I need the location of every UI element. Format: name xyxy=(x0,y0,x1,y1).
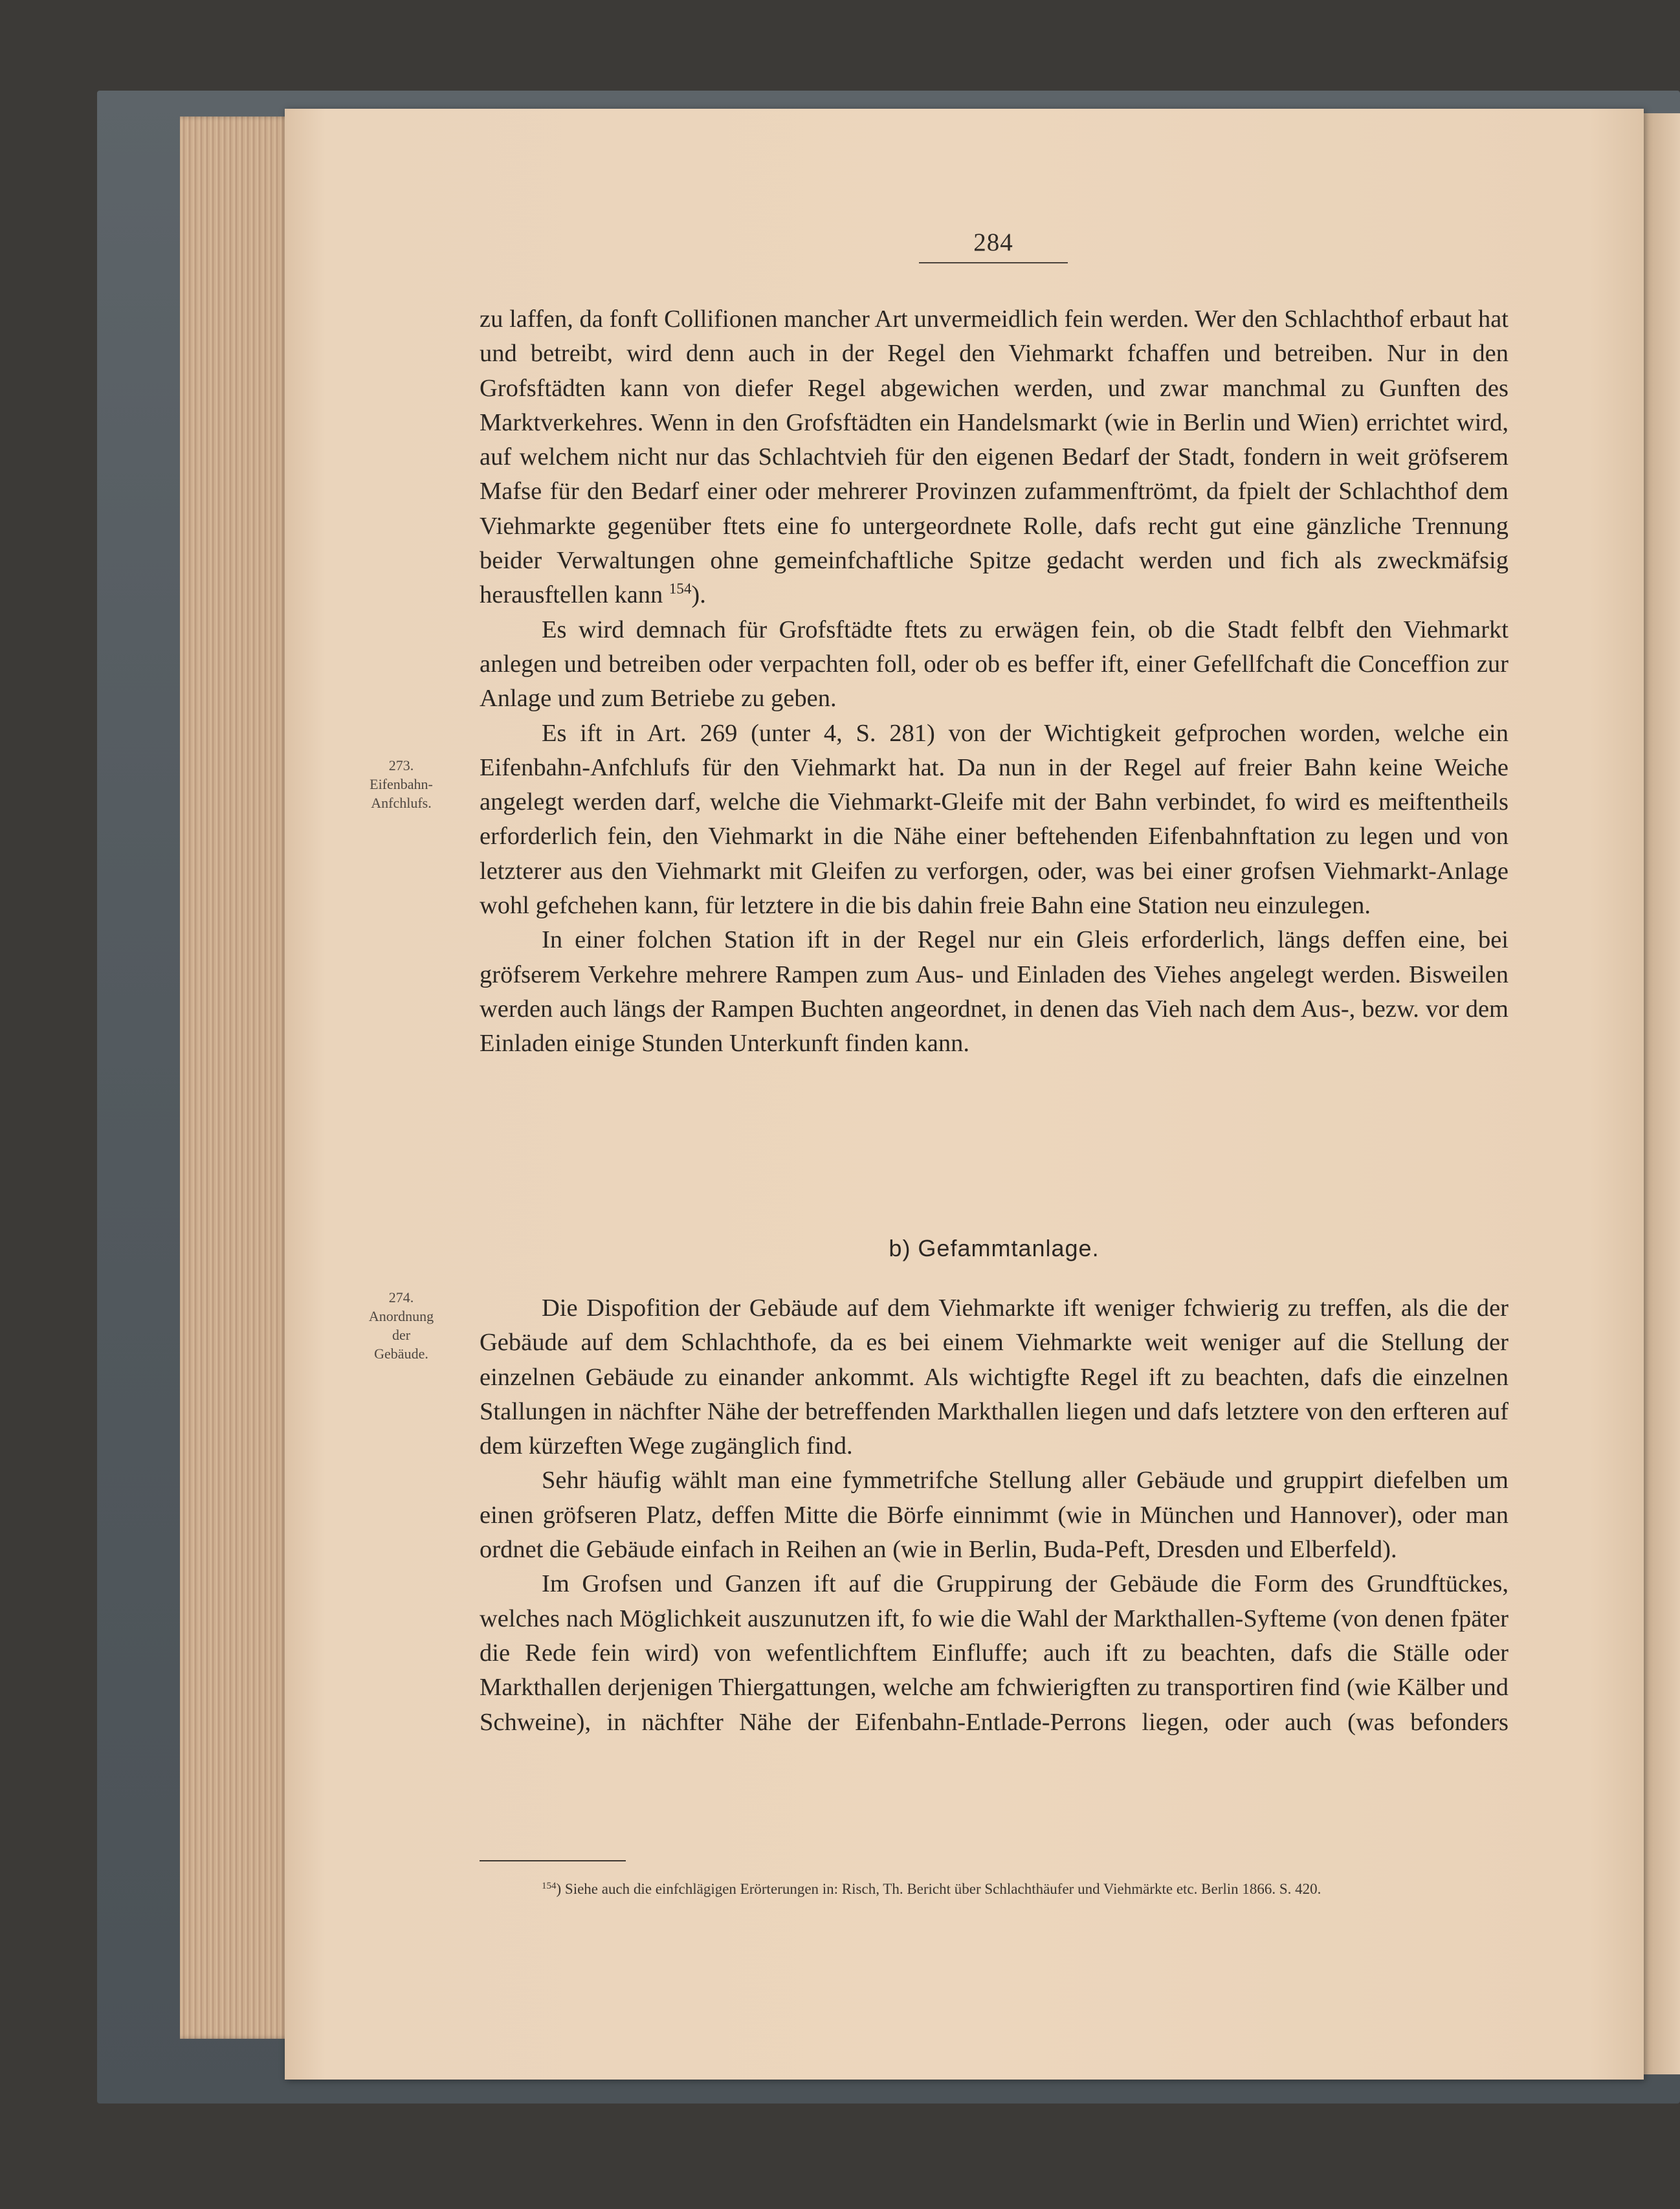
facing-page-edge xyxy=(1644,113,1680,2074)
margin-note-number: 274. xyxy=(388,1289,414,1305)
body-text-section-b xyxy=(480,1291,1509,1740)
margin-note-line: der xyxy=(392,1327,411,1343)
paragraph: In einer folchen Station ift in der Regel nur ein Gleis erforderlich, längs deffen eine, bei gröfserem Verkehre mehrere Rampen zum Aus- und Einladen des Viehes angelegt werden. Bisweilen werden auch längs der Rampen Buchten angeordnet, in denen das Vieh nach dem Aus-, bezw. vor dem Einladen einige Stunden Unterkunft finden kann. xyxy=(480,926,1509,1058)
paragraph: Es ift in Art. 269 (unter 4, S. 281) von der Wichtigkeit gefprochen worden, welche ein Eifenbahn-Anfchlufs für den Viehmarkt hat. Da nun in der Regel auf freier Bahn keine Weiche angelegt werden darf, welche die Viehmarkt-Gleife mit der Bahn verbindet, fo wird es meiftentheils erforderlich fein, den Viehmarkt in die Nähe einer beftehenden Eifenbahnftation zu legen und von letzterer aus den Viehmarkt mit Gleifen zu verforgen, oder, was bei einer grofsen Viehmarkt-Anlage wohl gefchehen kann, für letztere in die bis dahin freie Bahn eine Station neu einzulegen. xyxy=(480,719,1509,920)
paragraph xyxy=(480,302,1509,613)
paragraph: Es wird demnach für Grofsftädte ftets zu erwägen fein, ob die Stadt felbft den Viehmarkt anlegen und betreiben oder verpachten foll, oder ob es beffer ift, einer Gefellfchaft die Conceffion zur Anlage und zum Betriebe zu geben. xyxy=(480,616,1509,713)
footnote xyxy=(480,1877,1509,1902)
margin-note-274 xyxy=(343,1288,459,1363)
margin-note-273 xyxy=(343,756,459,812)
footnote-rule xyxy=(480,1860,626,1861)
paragraph-text: zu laffen, da fonft Collifionen mancher Art unvermeidlich fein werden. Wer den Schlachthof erbaut hat und betreibt, wird denn auch in der Regel den Viehmarkt fchaffen und betreiben. Nur in den Grofsftädten kann von diefer Regel abgewichen werden, und zwar manchmal zu Gunften des Marktverkehres. Wenn in den Grofsftädten ein Handelsmarkt (wie in Berlin und Wien) errichtet wird, auf welchem nicht nur das Schlachtvieh für den eigenen Bedarf der Stadt, fondern in weit gröfserem Mafse für den Bedarf einer oder mehrerer Provinzen zufammenftrömt, da fpielt der Schlachthof dem Viehmarkte gegenüber ftets eine fo untergeordnete Rolle, dafs recht gut eine gänzliche Trennung beider Verwaltungen ohne gemeinfchaftliche Spitze gedacht werden und fich als zweckmäfsig herausftellen kann xyxy=(480,305,1509,609)
page-number-rule xyxy=(919,262,1068,263)
body-text xyxy=(480,302,1509,1061)
paragraph: Sehr häufig wählt man eine fymmetrifche Stellung aller Gebäude und gruppirt diefelben um einen gröfseren Platz, deffen Mitte die Börfe einnimmt (wie in München und Hannover), oder man ordnet die Gebäude einfach in Reihen an (wie in Berlin, Buda-Peft, Dresden und Elberfeld). xyxy=(480,1467,1509,1564)
margin-note-line: Anfchlufs. xyxy=(371,795,432,811)
margin-note-number: 273. xyxy=(388,757,414,773)
paragraph: Die Dispofition der Gebäude auf dem Viehmarkte ift weniger fchwierig zu treffen, als die der Gebäude auf dem Schlachthofe, da es bei einem Viehmarkte weit weniger auf die Stellung der einzelnen Gebäude zu einander ankommt. Als wichtigfte Regel ift zu beachten, dafs die einzelnen Stallungen in nächfter Nähe der betreffenden Markthallen liegen und dafs letztere von den erfteren auf dem kürzeften Wege zugänglich find. xyxy=(480,1294,1509,1460)
page-number: 284 xyxy=(973,228,1013,256)
margin-note-line: Gebäude. xyxy=(374,1346,428,1362)
section-heading: b) Gefammtanlage. xyxy=(889,1235,1100,1261)
margin-note-line: Anordnung xyxy=(368,1308,434,1324)
paragraph-end: ). xyxy=(691,581,706,609)
footnote-text: ) Siehe auch die einfchlägigen Erörterungen in: Risch, Th. Bericht über Schlachthäufer und Viehmärkte etc. Berlin 1866. S. 420. xyxy=(556,1881,1321,1897)
footnote-number: 154 xyxy=(542,1881,557,1891)
margin-note-line: Eifenbahn- xyxy=(370,776,433,792)
footnote-reference: 154 xyxy=(669,581,692,597)
paragraph: Im Grofsen und Ganzen ift auf die Gruppirung der Gebäude die Form des Grundftückes, welches nach Möglichkeit auszunutzen ift, fo wie die Wahl der Markthallen-Syfteme (von denen fpäter die Rede fein wird) von wefentlichftem Einfluffe; auch ift zu beachten, dafs die Ställe oder Markthallen derjenigen Thiergattungen, welche am fchwierigften zu transportiren find (wie Kälber und Schweine), in nächfter Nähe der Eifenbahn-Entlade-Perrons liegen, oder auch (was befonders xyxy=(480,1570,1509,1736)
